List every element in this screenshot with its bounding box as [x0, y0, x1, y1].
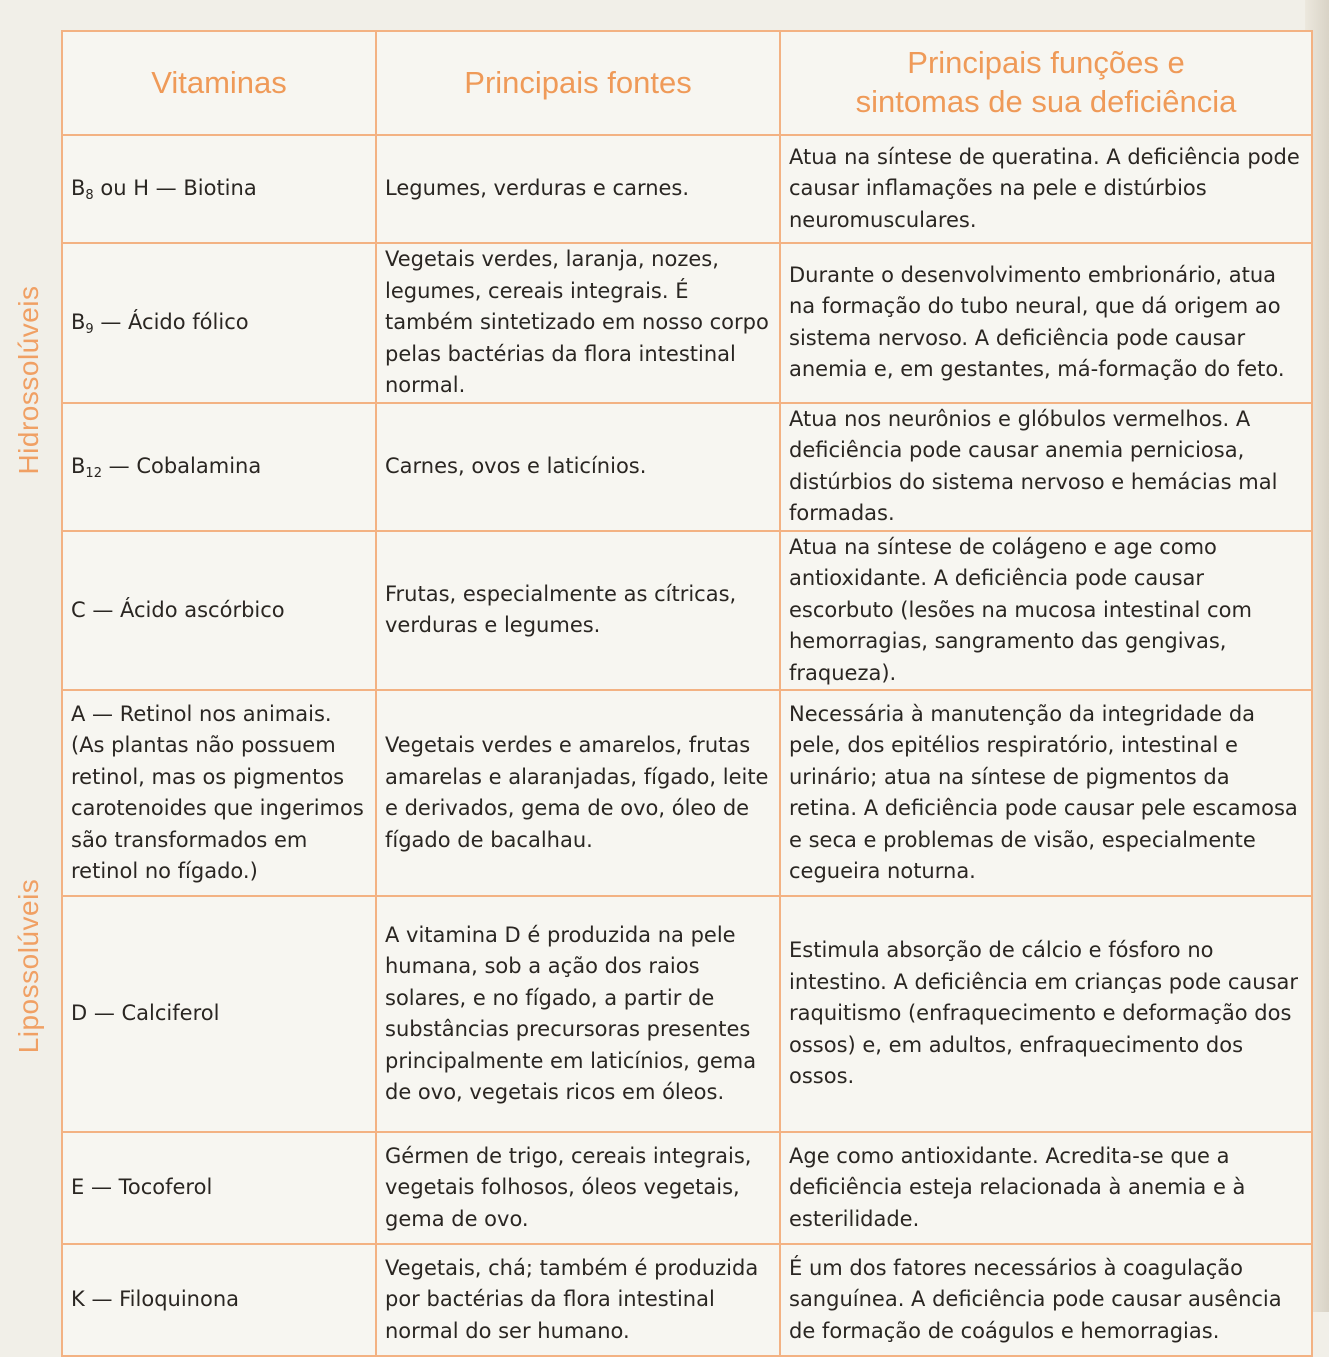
table-row [62, 403, 1312, 531]
vitamins-table [61, 30, 1313, 1357]
vitamin-name: — Cobalamina [101, 453, 262, 478]
sources-cell: Gérmen de trigo, cereais integrais, vegetais folhosos, óleos vegetais, gema de ovo. [376, 1132, 780, 1244]
table-row [62, 135, 1312, 243]
header-row [62, 31, 1312, 135]
vitamin-cell [62, 690, 376, 896]
vitamin-cell: D — Calciferol [62, 896, 376, 1132]
sources-cell: Frutas, especialmente as cítricas, verduras e legumes. [376, 531, 780, 691]
vitamin-subscript: 12 [85, 465, 102, 481]
header-vitaminas: Vitaminas [62, 31, 376, 135]
table-row [62, 531, 1312, 691]
table-row [62, 896, 1312, 1132]
sources-cell: A vitamina D é produzida na pele humana, sob a ação dos raios solares, e no fígado, a partir de substâncias precursoras presentes principalmente em laticínios, gema de ovo, vegetais ricos em óleos. [376, 896, 780, 1132]
vitamin-letter: B [71, 310, 86, 334]
functions-cell: Durante o desenvolvimento embrionário, atua na formação do tubo neural, que dá origem ao sistema nervoso. A deficiência pode causar anemia e, em gestantes, má-formação do feto. [780, 243, 1312, 403]
vitamin-subscript: 8 [85, 188, 94, 204]
header-funcoes-line1: Principais funções e [907, 45, 1185, 81]
table-row [62, 1132, 1312, 1244]
header-fontes: Principais fontes [376, 31, 780, 135]
vitamin-cell: C — Ácido ascórbico [62, 531, 376, 691]
sources-cell: Vegetais, chá; também é produzida por bactérias da flora intestinal normal do ser humano. [376, 1244, 780, 1356]
vitamin-letter: B [71, 176, 86, 201]
vitamin-name: — Ácido fólico [93, 310, 249, 334]
functions-cell: Atua nos neurônios e glóbulos vermelhos. A deficiência pode causar anemia perniciosa, distúrbios do sistema nervoso e hemácias mal formadas. [780, 403, 1312, 531]
vitamin-cell [62, 135, 376, 243]
vitamin-name: ou H — Biotina [93, 176, 257, 201]
vitamin-cell: E — Tocoferol [62, 1132, 376, 1244]
functions-cell: Atua na síntese de colágeno e age como antioxidante. A deficiência pode causar escorbuto (lesões na mucosa intestinal com hemorragias, sangramento das gengivas, fraqueza). [780, 531, 1312, 691]
vitamin-cell [62, 403, 376, 531]
sources-cell: Vegetais verdes, laranja, nozes, legumes, cereais integrais. É também sintetizado em nosso corpo pelas bactérias da flora intestinal normal. [376, 243, 780, 403]
functions-cell: É um dos fatores necessários à coagulação sanguínea. A deficiência pode causar ausência de formação de coágulos e hemorragias. [780, 1244, 1312, 1356]
group-label-lipossoluveis: Lipossolúveis [13, 878, 44, 1054]
table-row [62, 690, 1312, 896]
functions-cell: Atua na síntese de queratina. A deficiência pode causar inflamações na pele e distúrbios neuromusculares. [780, 135, 1312, 243]
vitamin-cell: K — Filoquinona [62, 1244, 376, 1356]
sources-cell: Legumes, verduras e carnes. [376, 135, 780, 243]
header-funcoes-line2: sintomas de sua deficiência [855, 84, 1237, 119]
table-row [62, 1244, 1312, 1356]
table-row [62, 243, 1312, 403]
group-label-hidrossoluveis: Hidrossolúveis [13, 285, 44, 475]
vitamin-note: (As plantas não possuem retinol, mas os pigmentos carotenoides que ingerimos são transformados em retinol no fígado.) [71, 733, 364, 883]
functions-cell: Necessária à manutenção da integridade da pele, dos epitélios respiratório, intestinal e urinário; atua na síntese de pigmentos da retina. A deficiência pode causar pele escamosa e seca e problemas de visão, especialmente cegueira noturna. [780, 690, 1312, 896]
sources-cell: Carnes, ovos e laticínios. [376, 403, 780, 531]
vitamin-subscript: 9 [85, 322, 94, 337]
header-funcoes [780, 31, 1312, 135]
functions-cell: Estimula absorção de cálcio e fósforo no intestino. A deficiência em crianças pode causar raquitismo (enfraquecimento e deformação dos ossos) e, em adultos, enfraquecimento dos ossos. [780, 896, 1312, 1132]
vitamin-letter: B [71, 453, 86, 478]
vitamin-cell [62, 243, 376, 403]
vitamin-name: A — Retinol nos animais. [71, 701, 332, 726]
sources-cell: Vegetais verdes e amarelos, frutas amarelas e alaranjadas, fígado, leite e derivados, gema de ovo, óleo de fígado de bacalhau. [376, 690, 780, 896]
functions-cell: Age como antioxidante. Acredita-se que a deficiência esteja relacionada à anemia e à esterilidade. [780, 1132, 1312, 1244]
